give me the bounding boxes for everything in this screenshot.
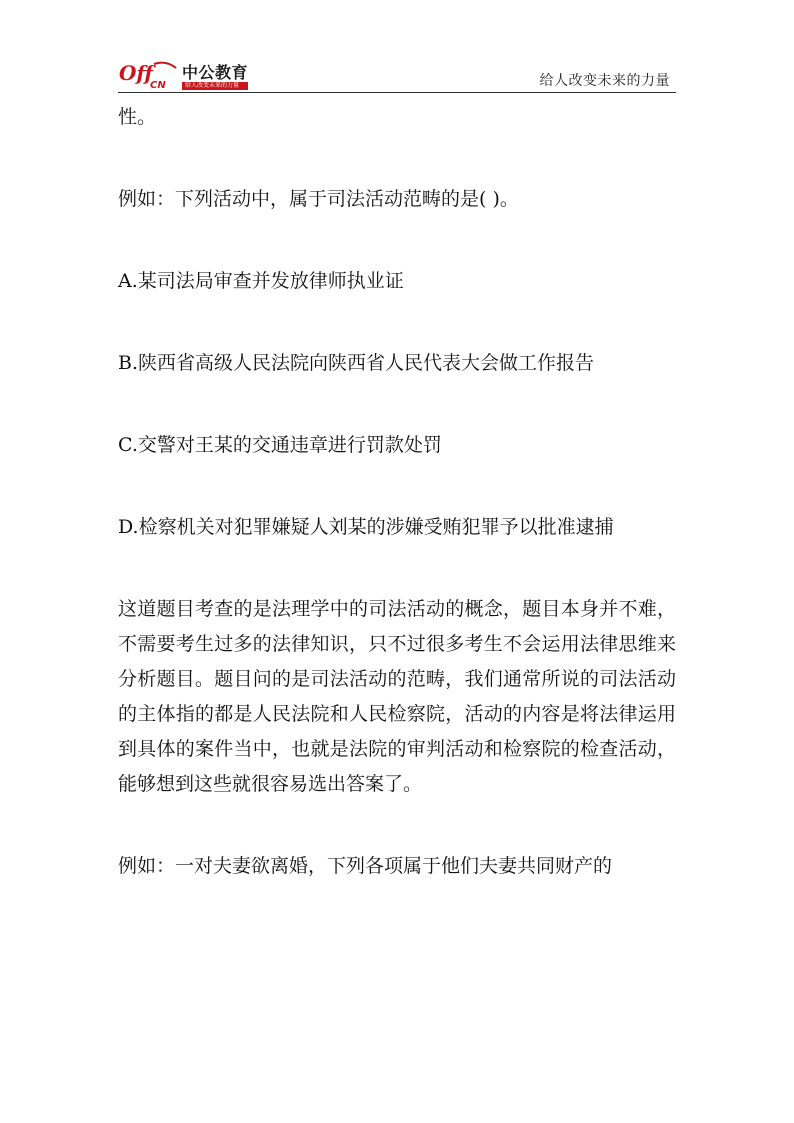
page-header <box>118 54 676 94</box>
logo-subtitle: 给人改变未来的力量 <box>182 82 248 90</box>
svg-text:CN: CN <box>150 80 166 90</box>
example2-question: 例如：一对夫妻欲离婚，下列各项属于他们夫妻共同财产的 <box>118 855 613 877</box>
offcn-logo <box>118 58 248 90</box>
offcn-logo-icon <box>118 58 180 90</box>
analysis-paragraph: 这道题目考查的是法理学中的司法活动的概念，题目本身并不难，不需要考生过多的法律知识，只不过很多考生不会运用法律思维来分析题目。题目问的是司法活动的范畴，我们通常所说的司法活动的主体指的都是人民法院和人民检察院，活动的内容是将法律运用到具体的案件当中，也就是法院的审判活动和检察院的检查活动，能够想到这些就很容易选出答案了。 <box>118 598 676 795</box>
option-c: C.交警对王某的交通违章进行罚款处罚 <box>118 434 442 456</box>
logo-text <box>182 64 248 90</box>
svg-text:Off: Off <box>119 61 153 85</box>
brand-tagline: 给人改变未来的力量 <box>539 73 670 89</box>
option-d: D.检察机关对犯罪嫌疑人刘某的涉嫌受贿犯罪予以批准逮捕 <box>118 516 614 538</box>
example1-question: 例如：下列活动中，属于司法活动范畴的是( )。 <box>118 188 519 210</box>
option-a: A.某司法局审查并发放律师执业证 <box>118 270 404 292</box>
document-body <box>118 100 676 884</box>
fragment-line: 性。 <box>118 106 157 128</box>
brand-name: 中公教育 <box>182 63 249 82</box>
option-b: B.陕西省高级人民法院向陕西省人民代表大会做工作报告 <box>118 352 595 374</box>
header-divider <box>118 92 676 93</box>
